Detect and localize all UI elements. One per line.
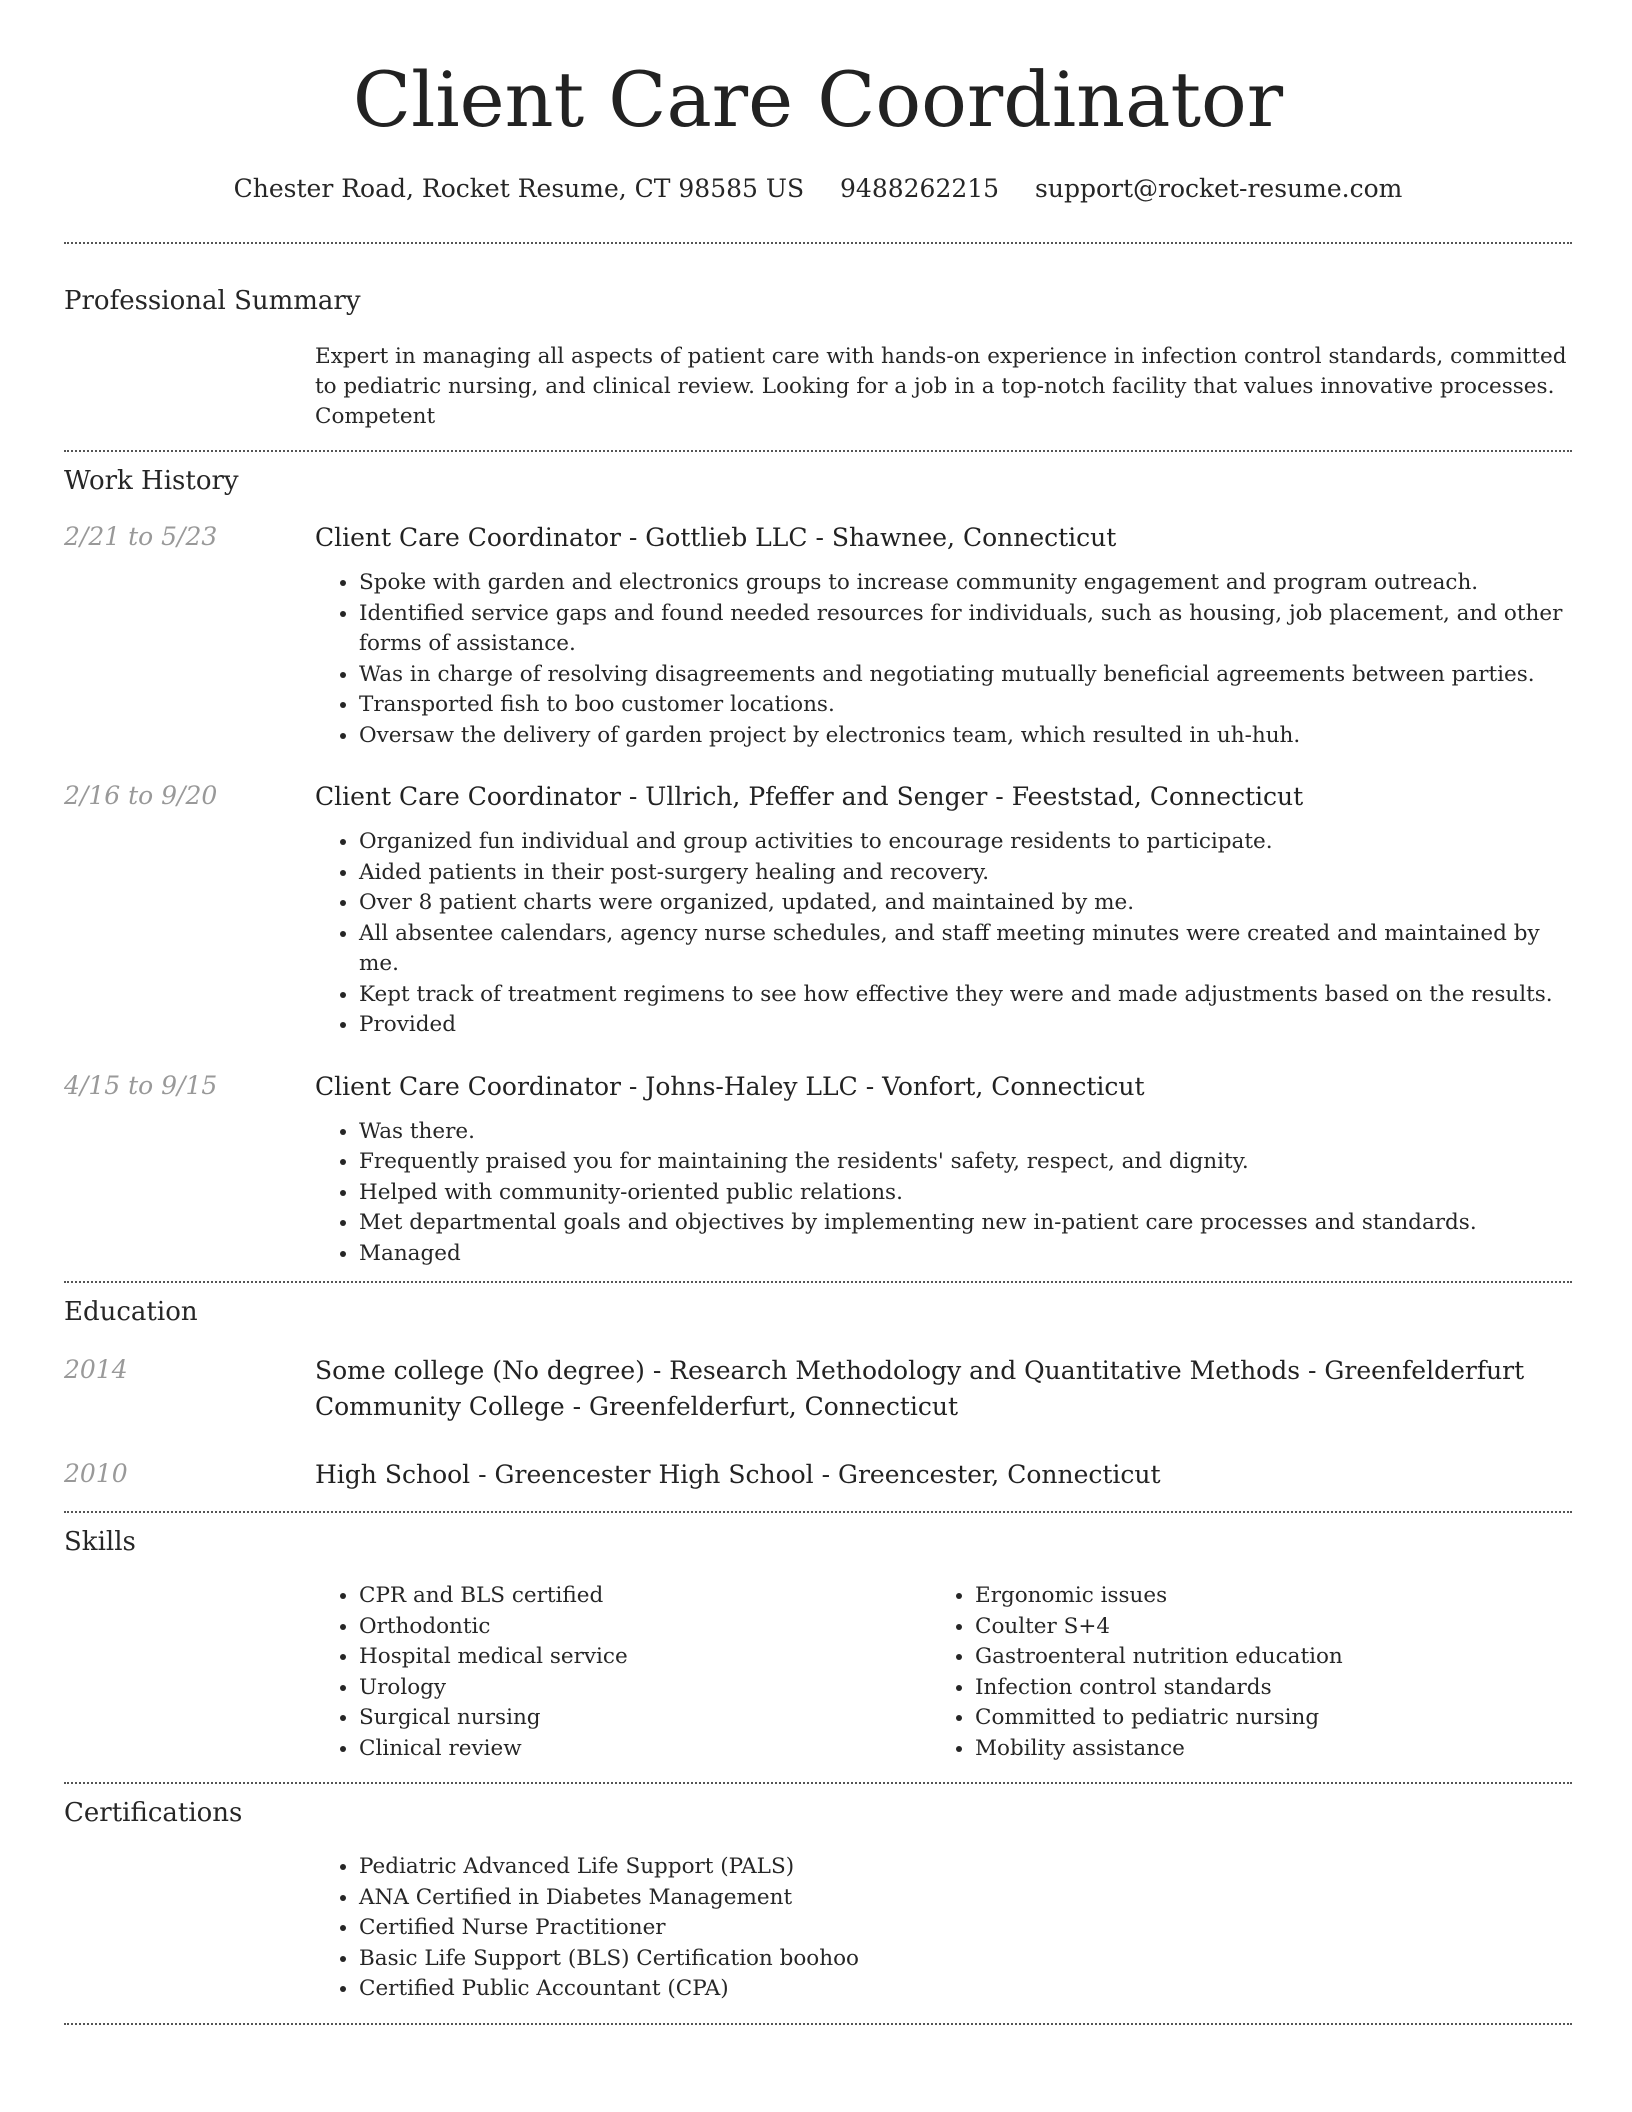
section-title-skills: Skills [64,1527,136,1557]
resume-page [64,0,1572,2025]
list-item: • Transported fish to boo customer locations. [359,690,1572,721]
job-heading: Client Care Coordinator - Gottlieb LLC - Shawnee, Connecticut [315,523,1117,552]
list-item: • Surgical nursing [359,1703,931,1734]
job-entry [64,1069,1572,1270]
list-item: • CPR and BLS certified [359,1581,931,1612]
education-section [64,1283,1572,1493]
education-heading: High School - Greencester High School - Greencester, Connecticut [315,1460,1161,1489]
contact-phone: 9488262215 [840,174,1000,203]
job-entry [64,779,1572,1041]
list-item: • Was in charge of resolving disagreements and negotiating mutually beneficial agreements between parties. [359,660,1572,691]
section-title-education: Education [64,1297,198,1327]
list-item: • Managed [359,1239,1572,1270]
job-heading: Client Care Coordinator - Ullrich, Pfeffer and Senger - Feeststad, Connecticut [315,782,1304,811]
job-entry [64,520,1572,751]
certifications-list [315,1852,1572,2005]
list-item: • Ergonomic issues [975,1581,1547,1612]
list-item: • Helped with community-oriented public relations. [359,1178,1572,1209]
list-item: • Coulter S+4 [975,1612,1547,1643]
section-title-certifications: Certifications [64,1798,243,1828]
job-bullets [315,827,1572,1041]
section-title-work-history: Work History [64,466,239,496]
list-item: • Frequently praised you for maintaining the residents' safety, respect, and dignity. [359,1147,1572,1178]
summary-section [64,244,1572,432]
list-item: • Over 8 patient charts were organized, updated, and maintained by me. [359,888,1572,919]
list-item: • Identified service gaps and found needed resources for individuals, such as housing, job placement, and other forms of assistance. [359,599,1572,660]
list-item: • Kept track of treatment regimens to see how effective they were and made adjustments based on the results. [359,980,1572,1011]
section-title-summary: Professional Summary [64,286,361,316]
education-heading: Some college (No degree) - Research Methodology and Quantitative Methods - Greenfelderfurt Community College - Greenfelderfurt, Connecticut [315,1356,1525,1421]
education-year: 2010 [64,1459,128,1488]
contact-line [64,172,1572,206]
list-item: • Oversaw the delivery of garden project by electronics team, which resulted in uh-huh. [359,721,1572,752]
job-heading: Client Care Coordinator - Johns-Haley LLC - Vonfort, Connecticut [315,1071,1145,1101]
list-item: • Certified Public Accountant (CPA) [359,1974,1572,2005]
contact-email: support@rocket-resume.com [1035,174,1403,203]
list-item: • Was there. [359,1117,1572,1148]
summary-text: Expert in managing all aspects of patient care with hands-on experience in infection control standards, committed to pediatric nursing, and clinical review. Looking for a job in a top-notch facility that values innovative processes. Competent [315,344,1567,429]
skills-section [64,1513,1572,1764]
list-item: • Committed to pediatric nursing [975,1703,1547,1734]
work-history-section [64,452,1572,1269]
list-item: • Provided [359,1010,1572,1041]
list-item: • Mobility assistance [975,1734,1547,1765]
list-item: • Basic Life Support (BLS) Certification boohoo [359,1944,1572,1975]
job-bullets [315,1117,1572,1270]
list-item: • Pediatric Advanced Life Support (PALS) [359,1852,1572,1883]
skills-columns [315,1581,1572,1764]
list-item: • Infection control standards [975,1673,1547,1704]
education-entry [64,1457,1572,1493]
list-item: • ANA Certified in Diabetes Management [359,1883,1572,1914]
education-year: 2014 [64,1355,128,1384]
candidate-name: Client Care Coordinator [352,55,1284,144]
job-bullets [315,568,1572,751]
contact-address: Chester Road, Rocket Resume, CT 98585 US [233,174,805,203]
list-item: • Met departmental goals and objectives by implementing new in-patient care processes and standards. [359,1208,1572,1239]
list-item: • Certified Nurse Practitioner [359,1913,1572,1944]
job-dates: 2/16 to 9/20 [64,781,218,810]
list-item: • Hospital medical service [359,1642,931,1673]
certifications-section [64,1784,1572,2005]
list-item: • Clinical review [359,1734,931,1765]
list-item: • Orthodontic [359,1612,931,1643]
job-dates: 4/15 to 9/15 [64,1070,218,1100]
list-item: • All absentee calendars, agency nurse schedules, and staff meeting minutes were created and maintained by me. [359,919,1572,980]
list-item: • Aided patients in their post-surgery healing and recovery. [359,858,1572,889]
job-dates: 2/21 to 5/23 [64,522,218,551]
list-item: • Gastroenteral nutrition education [975,1642,1547,1673]
skills-list-right [931,1581,1547,1764]
skills-list-left [315,1581,931,1764]
education-entry [64,1353,1572,1425]
list-item: • Spoke with garden and electronics groups to increase community engagement and program outreach. [359,568,1572,599]
list-item: • Urology [359,1673,931,1704]
list-item: • Organized fun individual and group activities to encourage residents to participate. [359,827,1572,858]
divider [64,2023,1572,2025]
